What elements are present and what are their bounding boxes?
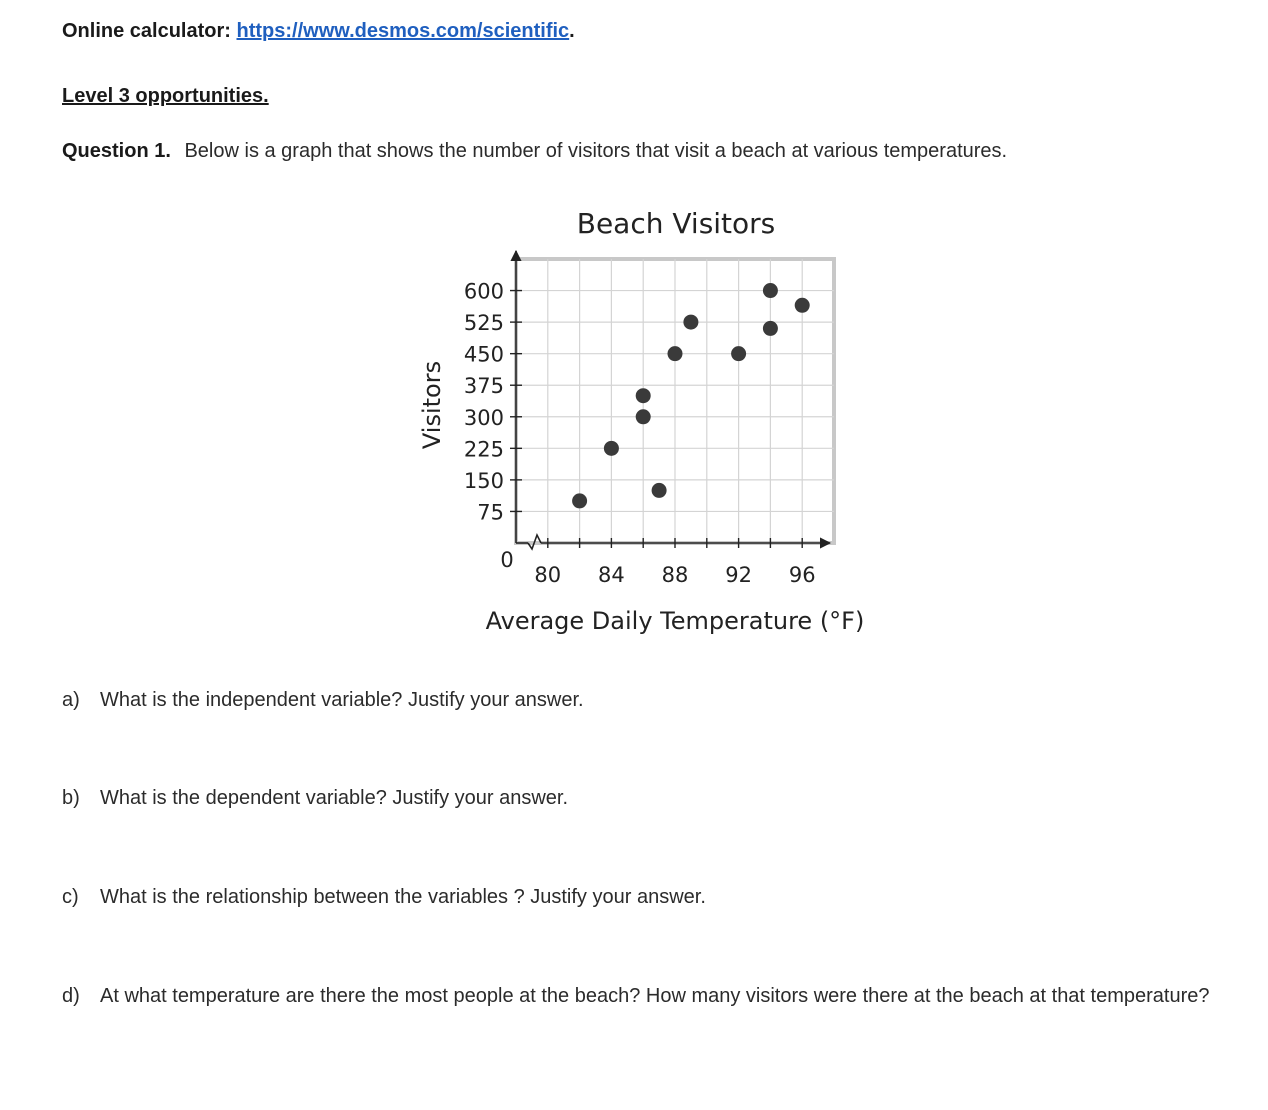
beach-visitors-chart [400,195,880,645]
x-axis-label: Average Daily Temperature (°F) [485,607,865,635]
part-b [62,782,1212,814]
y-tick-label: 75 [477,500,504,525]
y-tick-label: 450 [463,342,504,367]
question-1 [62,137,1007,165]
part-d-letter: d) [62,985,80,1007]
x-tick-label: 80 [534,563,562,587]
chart-axes [510,251,830,549]
part-c-letter: c) [62,886,79,908]
question-1-text: Below is a graph that shows the number of visitors that visit a beach at various temperatures. [184,140,1008,162]
y-tick-label: 150 [463,468,504,493]
data-point [731,346,746,361]
y-tick-label: 225 [463,437,504,462]
x-tick-label: 88 [661,563,689,587]
part-b-letter: b) [62,787,80,809]
part-c-text: What is the relationship between the variables ? Justify your answer. [100,886,706,908]
part-a-letter: a) [62,689,80,711]
data-point [683,315,698,330]
chart-grid [516,259,834,543]
origin-label: 0 [500,548,514,572]
data-point [795,298,810,313]
data-point [763,321,778,336]
x-tick-labels [534,563,815,587]
y-tick-label: 600 [463,279,504,304]
y-tick-labels [464,280,504,525]
part-a [62,684,1212,716]
x-tick-label: 96 [788,563,816,587]
y-tick-label: 375 [463,374,504,399]
calculator-label: Online calculator: [62,20,231,42]
part-b-text: What is the dependent variable? Justify your answer. [100,787,569,809]
calculator-trailing-period: . [569,20,575,42]
desmos-link[interactable]: https://www.desmos.com/scientific [236,20,570,42]
chart-title: Beach Visitors [576,207,776,240]
y-tick-label: 300 [463,405,504,430]
part-c [62,881,1212,913]
x-tick-label: 92 [725,563,752,587]
x-tick-label: 84 [598,563,625,587]
data-point [636,388,651,403]
data-point [763,283,778,298]
data-point [604,441,619,456]
calculator-line [62,17,575,45]
data-point [652,483,667,498]
data-point [668,346,683,361]
question-1-label: Question 1. [62,140,171,162]
data-point [572,493,587,508]
y-tick-label: 525 [463,311,504,336]
part-d-text: At what temperature are there the most people at the beach? How many visitors were there at the beach at that temperature? [100,985,1210,1007]
data-point [636,409,651,424]
y-axis-label: Visitors [418,360,446,450]
part-a-text: What is the independent variable? Justify your answer. [100,689,584,711]
data-points [572,283,810,508]
section-heading: Level 3 opportunities. [62,85,269,107]
part-d [62,980,1212,1012]
